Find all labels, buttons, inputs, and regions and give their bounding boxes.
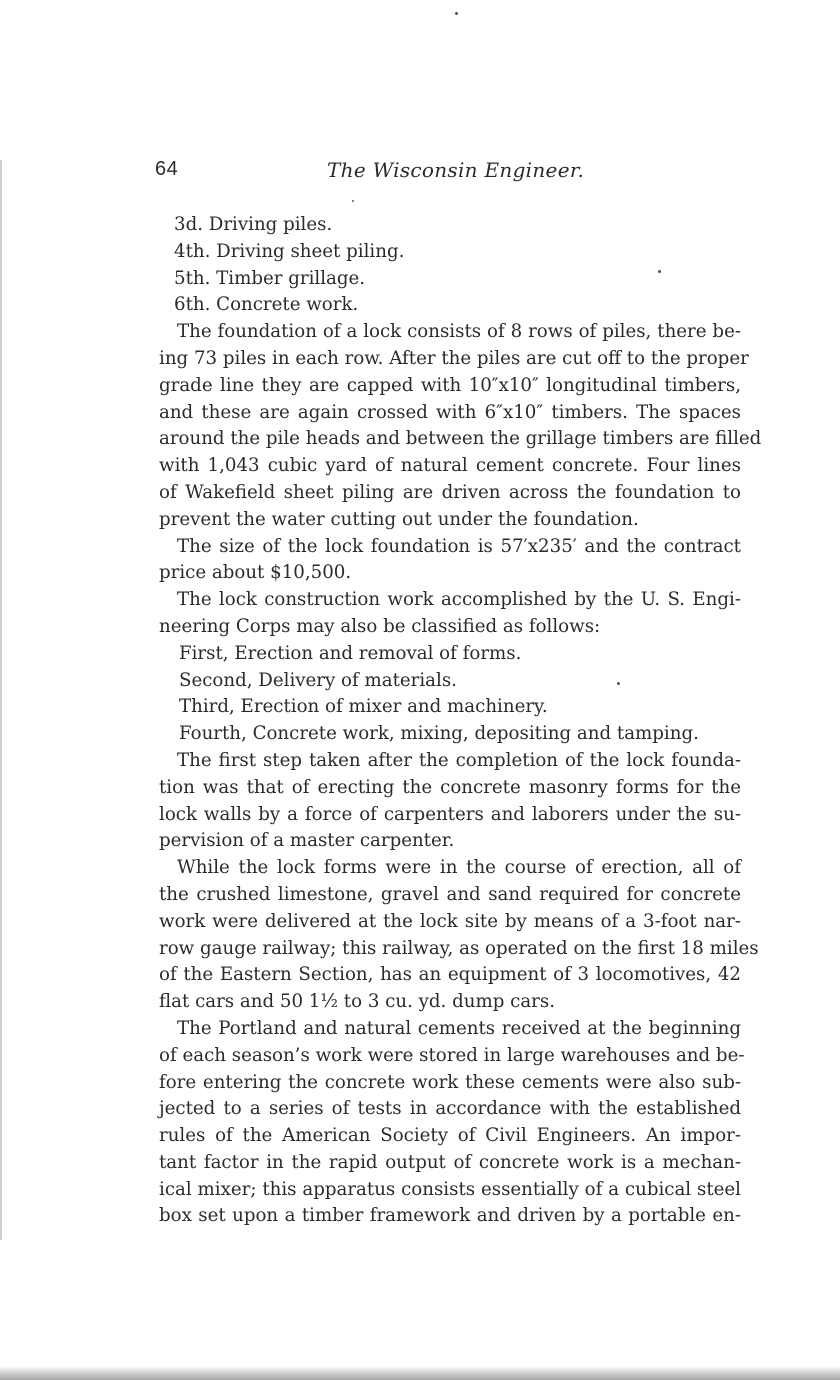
paragraph-line: rules of the American Society of Civil Engineers. An impor- [159, 1125, 741, 1147]
paragraph-line: neering Corps may also be classified as follows: [159, 615, 601, 637]
paragraph-line: tant factor in the rapid output of concrete work is a mechan- [159, 1151, 741, 1173]
paragraph-line: ical mixer; this apparatus consists essentially of a cubical steel [159, 1178, 741, 1200]
paragraph-line: prevent the water cutting out under the foundation. [159, 508, 639, 530]
body-text [159, 212, 762, 1230]
paragraph-line: fore entering the concrete work these cements were also sub- [159, 1071, 741, 1093]
list-item: 5th. Timber grillage. [174, 267, 366, 289]
page-header [155, 158, 740, 188]
paragraph-line: jected to a series of tests in accordance with the established [159, 1098, 741, 1120]
list-item: 3d. Driving piles. [174, 214, 333, 235]
list-item: 6th. Concrete work. [174, 294, 359, 316]
paragraph-line: The Portland and natural cements received at the beginning [177, 1017, 741, 1039]
paragraph-line: ing 73 piles in each row. After the piles are cut off to the proper [159, 347, 749, 369]
paragraph-line: the crushed limestone, gravel and sand required for concrete [159, 883, 741, 905]
paragraph-line: pervision of a master carpenter. [159, 830, 455, 852]
page-number: 64 [155, 158, 179, 180]
paragraph-line: lock walls by a force of carpenters and laborers under the su- [159, 803, 741, 825]
list-item: Fourth, Concrete work, mixing, depositing and tamping. [179, 723, 699, 745]
paragraph-line: around the pile heads and between the grillage timbers are filled [159, 428, 762, 450]
page-edge-bottom [0, 1366, 840, 1380]
paragraph-line: The size of the lock foundation is 57′x235′ and the contract [177, 535, 741, 557]
paragraph-line: The foundation of a lock consists of 8 rows of piles, there be- [177, 321, 741, 343]
page-edge [0, 160, 2, 1240]
paragraph-line: The lock construction work accomplished by the U. S. Engi- [177, 589, 741, 611]
scan-speck [352, 200, 354, 202]
list-item: Third, Erection of mixer and machinery. [179, 696, 548, 718]
paragraph-line: row gauge railway; this railway, as operated on the first 18 miles [159, 937, 759, 959]
scan-speck [455, 12, 458, 15]
paragraph-line: with 1,043 cubic yard of natural cement concrete. Four lines [159, 455, 741, 477]
paragraph-line: box set upon a timber framework and driven by a portable en- [159, 1205, 741, 1227]
paragraph-line: flat cars and 50 1½ to 3 cu. yd. dump cars. [159, 991, 555, 1013]
paragraph-line: work were delivered at the lock site by means of a 3-foot nar- [159, 910, 741, 932]
paragraph-line: and these are again crossed with 6″x10″ timbers. The spaces [159, 401, 741, 423]
paragraph-line: of the Eastern Section, has an equipment of 3 locomotives, 42 [159, 964, 741, 986]
list-item: 4th. Driving sheet piling. [174, 240, 405, 262]
paragraph-line: While the lock forms were in the course of erection, all of [177, 857, 741, 879]
paragraph-line: price about $10,500. [159, 562, 352, 584]
running-title: The Wisconsin Engineer. [327, 158, 585, 182]
paragraph-line: of each season’s work were stored in large warehouses and be- [159, 1044, 745, 1066]
paragraph-line: of Wakefield sheet piling are driven across the foundation to [159, 481, 741, 503]
paragraph-line: grade line they are capped with 10″x10″ longitudinal timbers, [159, 374, 741, 396]
list-item: First, Erection and removal of forms. [179, 642, 522, 664]
paragraph-line: tion was that of erecting the concrete masonry forms for the [159, 776, 741, 798]
paragraph-line: The first step taken after the completion of the lock founda- [177, 749, 741, 771]
list-item: Second, Delivery of materials. [179, 669, 457, 691]
